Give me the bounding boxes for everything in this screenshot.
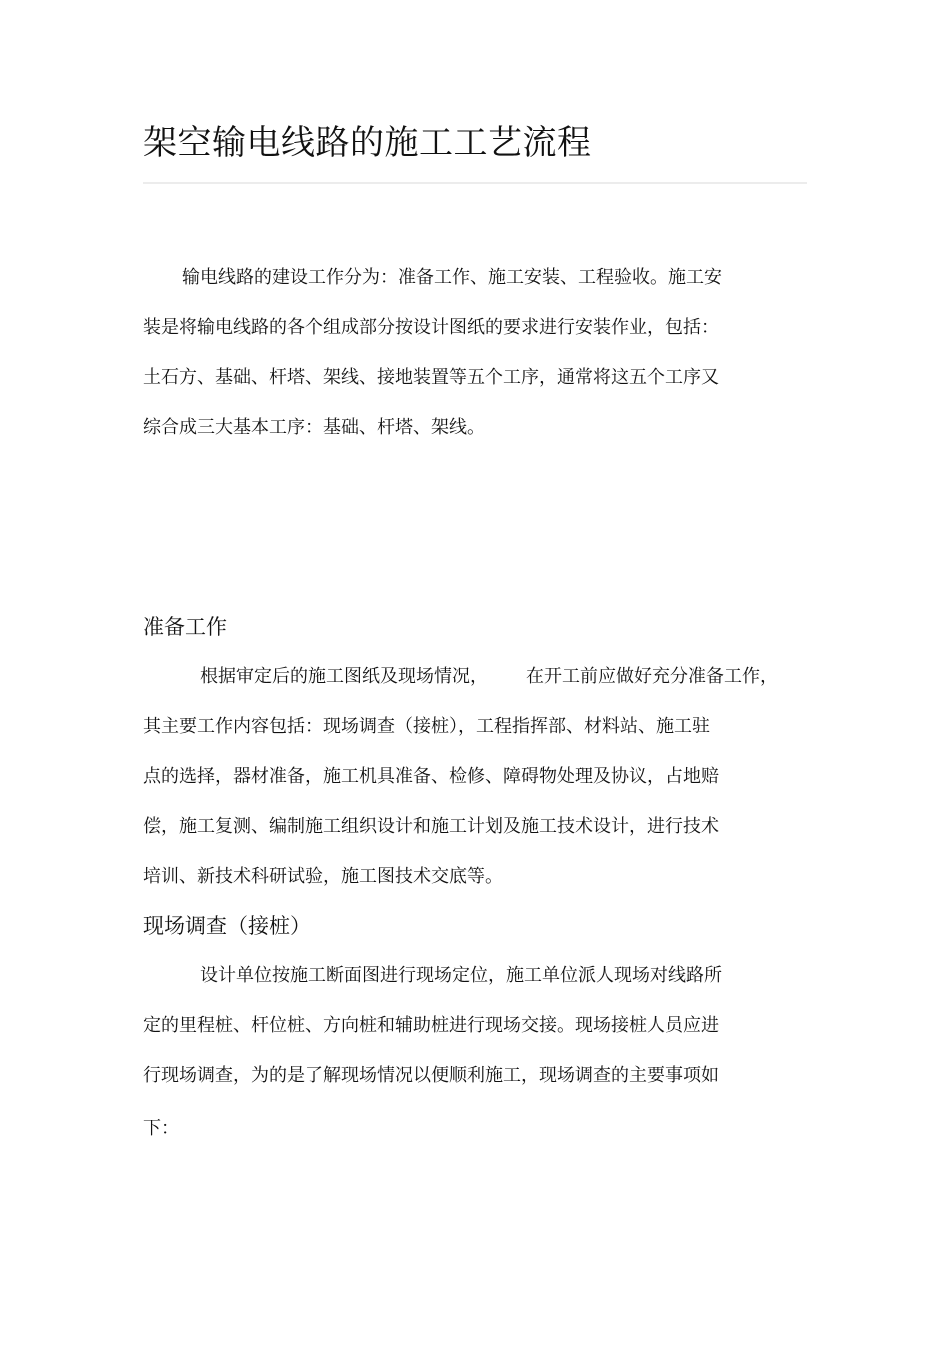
section-heading-survey: 现场调查（接桩） xyxy=(143,914,311,938)
title-divider xyxy=(143,182,807,184)
survey-line-3: 行现场调查，为的是了解现场情况以便顺利施工，现场调查的主要事项如 xyxy=(143,1065,719,1086)
prep-line-3: 点的选择，器材准备，施工机具准备、检修、障碍物处理及协议，占地赔 xyxy=(143,766,719,787)
intro-line-2: 装是将输电线路的各个组成部分按设计图纸的要求进行安装作业，包括： xyxy=(143,317,719,338)
prep-line-1-part-2: 在开工前应做好充分准备工作， xyxy=(526,666,778,687)
intro-line-3: 土石方、基础、杆塔、架线、接地装置等五个工序，通常将这五个工序又 xyxy=(143,367,719,388)
page-title: 架空输电线路的施工工艺流程 xyxy=(143,123,592,163)
prep-line-4: 偿，施工复测、编制施工组织设计和施工计划及施工技术设计，进行技术 xyxy=(143,816,719,837)
intro-line-1: 输电线路的建设工作分为：准备工作、施工安装、工程验收。施工安 xyxy=(182,267,722,288)
prep-line-2: 其主要工作内容包括：现场调查（接桩），工程指挥部、材料站、施工驻 xyxy=(143,716,710,737)
prep-line-1 xyxy=(200,663,778,691)
prep-line-5: 培训、新技术科研试验，施工图技术交底等。 xyxy=(143,866,503,887)
section-heading-prep: 准备工作 xyxy=(143,615,227,639)
survey-line-4: 下： xyxy=(143,1118,179,1139)
intro-line-4: 综合成三大基本工序：基础、杆塔、架线。 xyxy=(143,417,485,438)
prep-line-1-part-1: 根据审定后的施工图纸及现场情况， xyxy=(200,666,488,687)
survey-line-1: 设计单位按施工断面图进行现场定位，施工单位派人现场对线路所 xyxy=(200,965,722,986)
survey-line-2: 定的里程桩、杆位桩、方向桩和辅助桩进行现场交接。现场接桩人员应进 xyxy=(143,1015,719,1036)
